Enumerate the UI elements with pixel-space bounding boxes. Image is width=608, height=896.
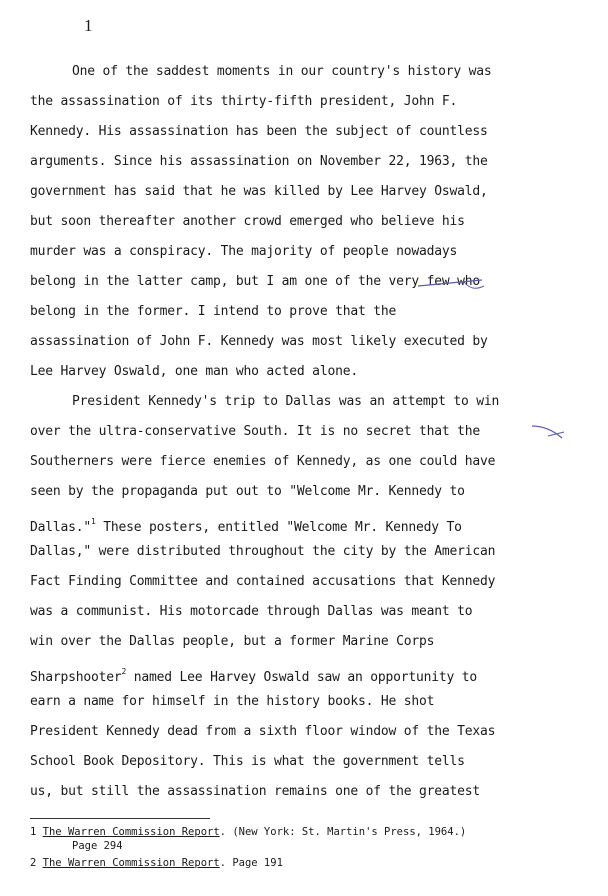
footnote-text: . Page 191	[219, 857, 283, 869]
text-line: earn a name for himself in the history books. He shot	[30, 694, 435, 709]
footnote-number: 1	[30, 826, 37, 838]
text-line: Dallas," were distributed throughout the city by the American	[30, 544, 496, 559]
text-fragment: named Lee Harvey Oswald saw an opportunity to	[133, 670, 477, 685]
footnote-continuation: Page 294	[72, 840, 123, 852]
text-line: belong in the former. I intend to prove that the	[30, 304, 397, 319]
text-line: government has said that he was killed by Lee Harvey Oswald,	[30, 184, 488, 199]
text-line: One of the saddest moments in our country's history was	[72, 64, 492, 79]
footnote-marker: 1	[91, 517, 96, 526]
footnote-divider	[30, 818, 210, 819]
text-line: assassination of John F. Kennedy was most likely executed by	[30, 334, 488, 349]
text-line: President Kennedy's trip to Dallas was an attempt to win	[72, 394, 500, 409]
text-line	[30, 514, 462, 536]
footnote	[30, 857, 283, 870]
text-line: President Kennedy dead from a sixth floor window of the Texas	[30, 724, 496, 739]
footnote-title: The Warren Commission Report	[42, 857, 220, 869]
text-fragment: Dallas."	[30, 520, 92, 535]
page-number: 1	[84, 16, 93, 35]
footnote-number: 2	[30, 857, 37, 869]
footnote	[30, 826, 466, 839]
text-line: but soon thereafter another crowd emerged who believe his	[30, 214, 465, 229]
text-line: belong in the latter camp, but I am one of the very few who	[30, 274, 480, 289]
footnote-marker: 2	[121, 667, 127, 676]
text-line: win over the Dallas people, but a former Marine Corps	[30, 634, 435, 649]
text-line: was a communist. His motorcade through Dallas was meant to	[30, 604, 473, 619]
text-line: arguments. Since his assassination on November 22, 1963, the	[30, 154, 488, 169]
text-line: Lee Harvey Oswald, one man who acted alone.	[30, 364, 358, 379]
text-line: us, but still the assassination remains one of the greatest	[30, 784, 480, 799]
text-line: the assassination of its thirty-fifth president, John F.	[30, 94, 458, 109]
text-line: over the ultra-conservative South. It is no secret that the	[30, 424, 480, 439]
pen-tick	[548, 432, 564, 436]
text-line: Southerners were fierce enemies of Kennedy, as one could have	[30, 454, 496, 469]
text-line: seen by the propaganda put out to "Welcome Mr. Kennedy to	[30, 484, 465, 499]
text-fragment: Sharpshooter	[30, 670, 122, 685]
text-line: Kennedy. His assassination has been the subject of countless	[30, 124, 488, 139]
text-line: Fact Finding Committee and contained accusations that Kennedy	[30, 574, 496, 589]
text-fragment: These posters, entitled "Welcome Mr. Kennedy To	[103, 520, 462, 535]
text-line: murder was a conspiracy. The majority of people nowadays	[30, 244, 458, 259]
footnote-title: The Warren Commission Report	[42, 826, 220, 838]
text-line: School Book Depository. This is what the government tells	[30, 754, 465, 769]
text-line	[30, 664, 477, 686]
footnote-text: . (New York: St. Martin's Press, 1964.)	[219, 826, 467, 838]
the-correction-mark	[532, 426, 562, 438]
